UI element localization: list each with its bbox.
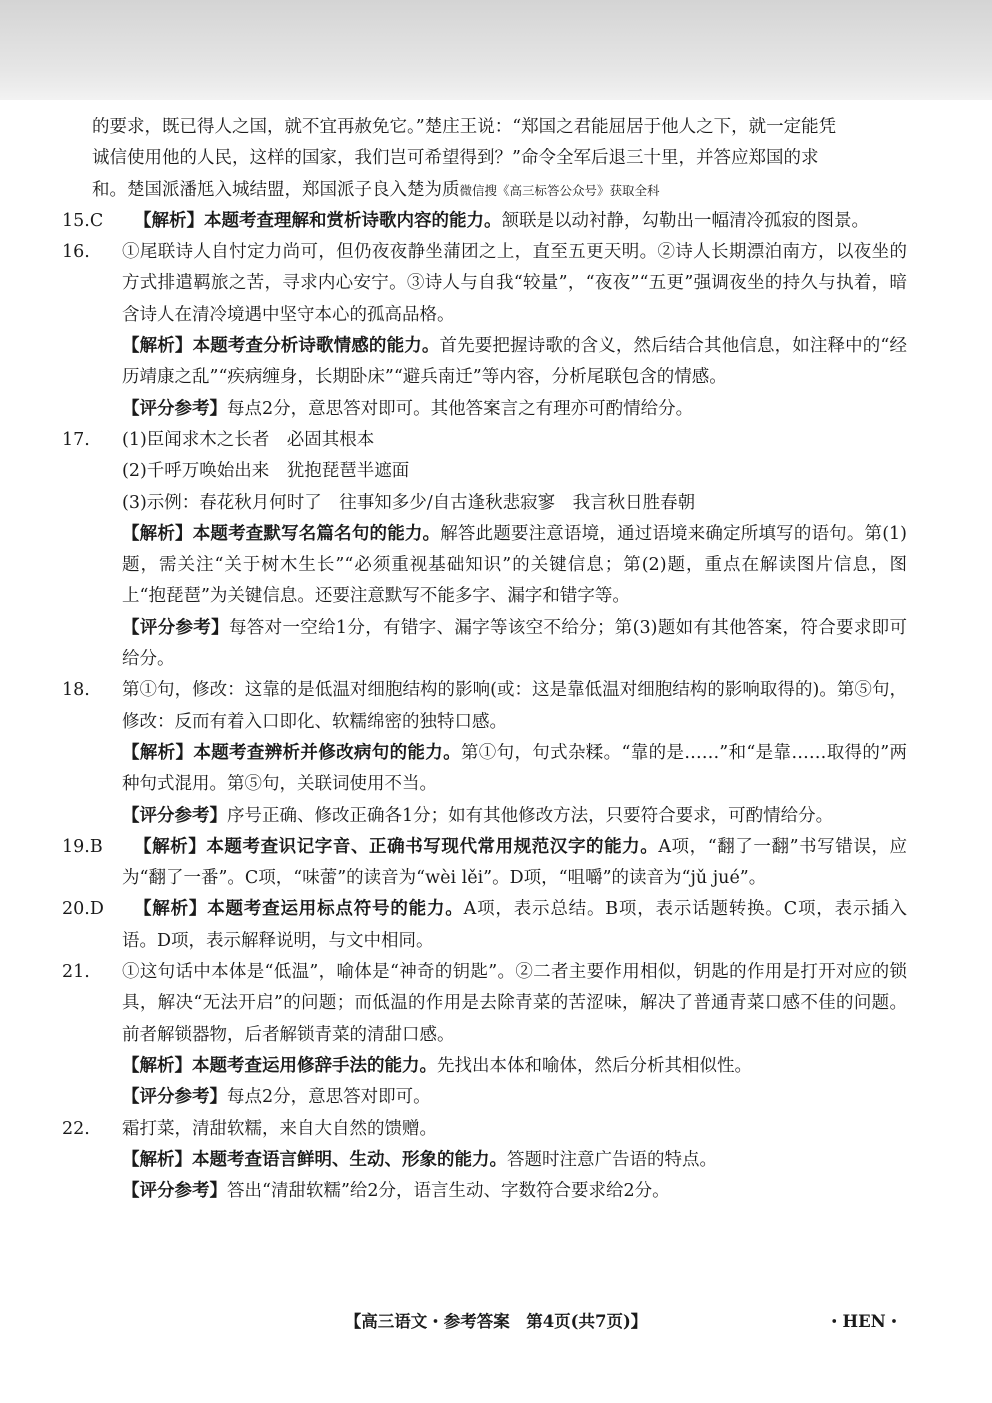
analysis-text: 首先要把握诗歌的含义，然后结合其他信息，如注释中的“经历靖康之乱”“疾病缠身，长期卧床”“避兵南迁”等内容，分析尾联包含的情感。 xyxy=(122,336,908,388)
analysis-tag: 【解析】 xyxy=(134,899,208,920)
analysis-paragraph xyxy=(92,738,907,801)
question-number: 17. xyxy=(62,429,90,450)
question-number: 16. xyxy=(62,242,90,263)
analysis-focus: 本题考查辨析并修改病句的能力。 xyxy=(193,742,461,763)
analysis-paragraph xyxy=(92,1051,907,1082)
analysis-text: 答题时注意广告语的特点。 xyxy=(507,1149,717,1170)
analysis-tag: 【解析】 xyxy=(122,336,193,357)
scoring-paragraph xyxy=(92,1082,907,1113)
question-number: 21. xyxy=(62,962,90,983)
scoring-text: 答出“清甜软糯”给2分，语言生动、字数符合要求给2分。 xyxy=(227,1181,670,1202)
answer-line-3: (3)示例：春花秋月何时了 往事知多少/自古逢秋悲寂寥 我言秋日胜春朝 xyxy=(122,492,696,513)
analysis-text: 颔联是以动衬静，勾勒出一幅清冷孤寂的图景。 xyxy=(501,210,869,231)
analysis-tag: 【解析】 xyxy=(122,742,194,763)
answer-page xyxy=(62,112,908,1207)
analysis-focus: 本题考查理解和赏析诗歌内容的能力。 xyxy=(204,210,502,231)
question-16 xyxy=(62,237,907,331)
answer-text: 霜打菜，清甜软糯，来自大自然的馈赠。 xyxy=(122,1118,437,1139)
question-number: 19.B xyxy=(62,836,103,857)
analysis-text: 解答此题要注意语境，通过语境来确定所填写的语句。第(1)题，需关注“关于树木生长”“必须重视基础知识”的关键信息；第(2)题，重点在解读图片信息，图上“抱琵琶”为关键信息。还要注意默写不能多字、漏字和错字等。 xyxy=(122,523,907,607)
question-21 xyxy=(62,957,907,1051)
scoring-paragraph xyxy=(92,801,907,832)
question-number: 20.D xyxy=(62,899,104,920)
scoring-tag: 【评分参考】 xyxy=(122,617,229,638)
analysis-tag: 【解析】 xyxy=(122,523,193,544)
scoring-tag: 【评分参考】 xyxy=(122,805,227,826)
analysis-paragraph xyxy=(92,1145,907,1176)
scoring-text: 每点2分，意思答对即可。 xyxy=(227,1087,431,1108)
question-22 xyxy=(62,1114,907,1145)
analysis-text: A项，“翻了一翻”书写错误，应为“翻了一番”。C项，“味蕾”的读音为“wèi lěi”。D项，“咀嚼”的读音为“jǔ jué”。 xyxy=(122,836,908,889)
analysis-tag: 【解析】 xyxy=(122,1055,192,1076)
analysis-focus: 本题考查默写名篇名句的能力。 xyxy=(192,523,441,544)
scoring-tag: 【评分参考】 xyxy=(122,1181,227,1202)
scoring-text: 序号正确、修改正确各1分；如有其他修改方法，只要符合要求，可酌情给分。 xyxy=(227,805,834,826)
analysis-tag: 【解析】 xyxy=(134,836,207,857)
question-18 xyxy=(62,675,907,738)
analysis-focus: 本题考查运用修辞手法的能力。 xyxy=(192,1055,437,1076)
analysis-text: 第①句，句式杂糅。“靠的是……”和“是靠……取得的”两种句式混用。第⑤句，关联词使用不当。 xyxy=(122,742,908,795)
question-20 xyxy=(62,894,908,957)
scoring-text: 每答对一空给1分，有错字、漏字等该空不给分；第(3)题如有其他答案，符合要求即可给分。 xyxy=(122,617,908,670)
analysis-paragraph xyxy=(92,331,907,394)
intro-line-1: 的要求，既已得人之国，就不宜再赦免它。”楚庄王说：“郑国之君能屈居于他人之下，就一定能凭 xyxy=(92,117,837,137)
scoring-paragraph xyxy=(92,613,907,676)
intro-line-3-text: 和。楚国派潘尪入城结盟，郑国派子良入楚为质 xyxy=(92,179,460,200)
paper-code: ・HEN・ xyxy=(826,1312,903,1331)
answer-text: ①这句话中本体是“低温”，喻体是“神奇的钥匙”。②二者主要作用相似，钥匙的作用是打开对应的锁具，解决“无法开启”的问题；而低温的作用是去除青菜的苦涩味，解决了普通青菜口感不佳的问题。前者解锁器物，后者解锁青菜的清甜口感。 xyxy=(122,962,907,1045)
wechat-note: 微信搜《高三标答公众号》获取全科 xyxy=(459,182,660,198)
intro-line-2: 诚信使用他的人民，这样的国家，我们岂可希望得到？”命令全军后退三十里，并答应郑国的求 xyxy=(92,148,819,169)
scoring-tag: 【评分参考】 xyxy=(122,1087,227,1108)
scoring-tag: 【评分参考】 xyxy=(122,398,227,419)
analysis-tag: 【解析】 xyxy=(134,210,204,231)
answer-text: 第①句，修改：这靠的是低温对细胞结构的影响(或：这是靠低温对细胞结构的影响取得的)。第⑤句，修改：反而有着入口即化、软糯绵密的独特口感。 xyxy=(122,680,907,732)
answer-line-1: (1)臣闻求木之长者 必固其根本 xyxy=(122,429,375,450)
analysis-focus: 本题考查语言鲜明、生动、形象的能力。 xyxy=(192,1149,507,1170)
page-footer: 【高三语文・参考答案 第4页(共7页)】 xyxy=(344,1312,648,1331)
intro-line-3 xyxy=(92,175,907,206)
scoring-paragraph xyxy=(92,394,907,425)
analysis-tag: 【解析】 xyxy=(122,1149,192,1170)
analysis-focus: 本题考查识记字音、正确书写现代常用规范汉字的能力。 xyxy=(206,836,659,857)
analysis-focus: 本题考查分析诗歌情感的能力。 xyxy=(192,336,440,357)
analysis-paragraph xyxy=(92,519,907,613)
analysis-text: 先找出本体和喻体，然后分析其相似性。 xyxy=(437,1055,752,1076)
question-number: 18. xyxy=(62,680,90,701)
question-number: 22. xyxy=(62,1118,90,1139)
question-15 xyxy=(62,206,907,237)
analysis-text: A项，表示总结。B项，表示话题转换。C项，表示插入语。D项，表示解释说明，与文中相同。 xyxy=(122,899,908,951)
scoring-paragraph xyxy=(92,1176,907,1207)
scoring-text: 每点2分，意思答对即可。其他答案言之有理亦可酌情给分。 xyxy=(227,398,694,419)
answer-line-2: (2)千呼万唤始出来 犹抱琵琶半遮面 xyxy=(122,461,410,482)
answer-text: ①尾联诗人自忖定力尚可，但仍夜夜静坐蒲团之上，直至五更天明。②诗人长期漂泊南方，以夜坐的方式排遣羁旅之苦，寻求内心安宁。③诗人与自我“较量”，“夜夜”“五更”强调夜坐的持久与执着，暗含诗人在清冷境遇中坚守本心的孤高品格。 xyxy=(122,242,907,325)
question-19 xyxy=(62,832,908,895)
question-17 xyxy=(62,425,907,456)
analysis-focus: 本题考查运用标点符号的能力。 xyxy=(207,899,464,920)
question-number: 15.C xyxy=(62,210,104,231)
scan-top-shadow xyxy=(0,0,992,100)
